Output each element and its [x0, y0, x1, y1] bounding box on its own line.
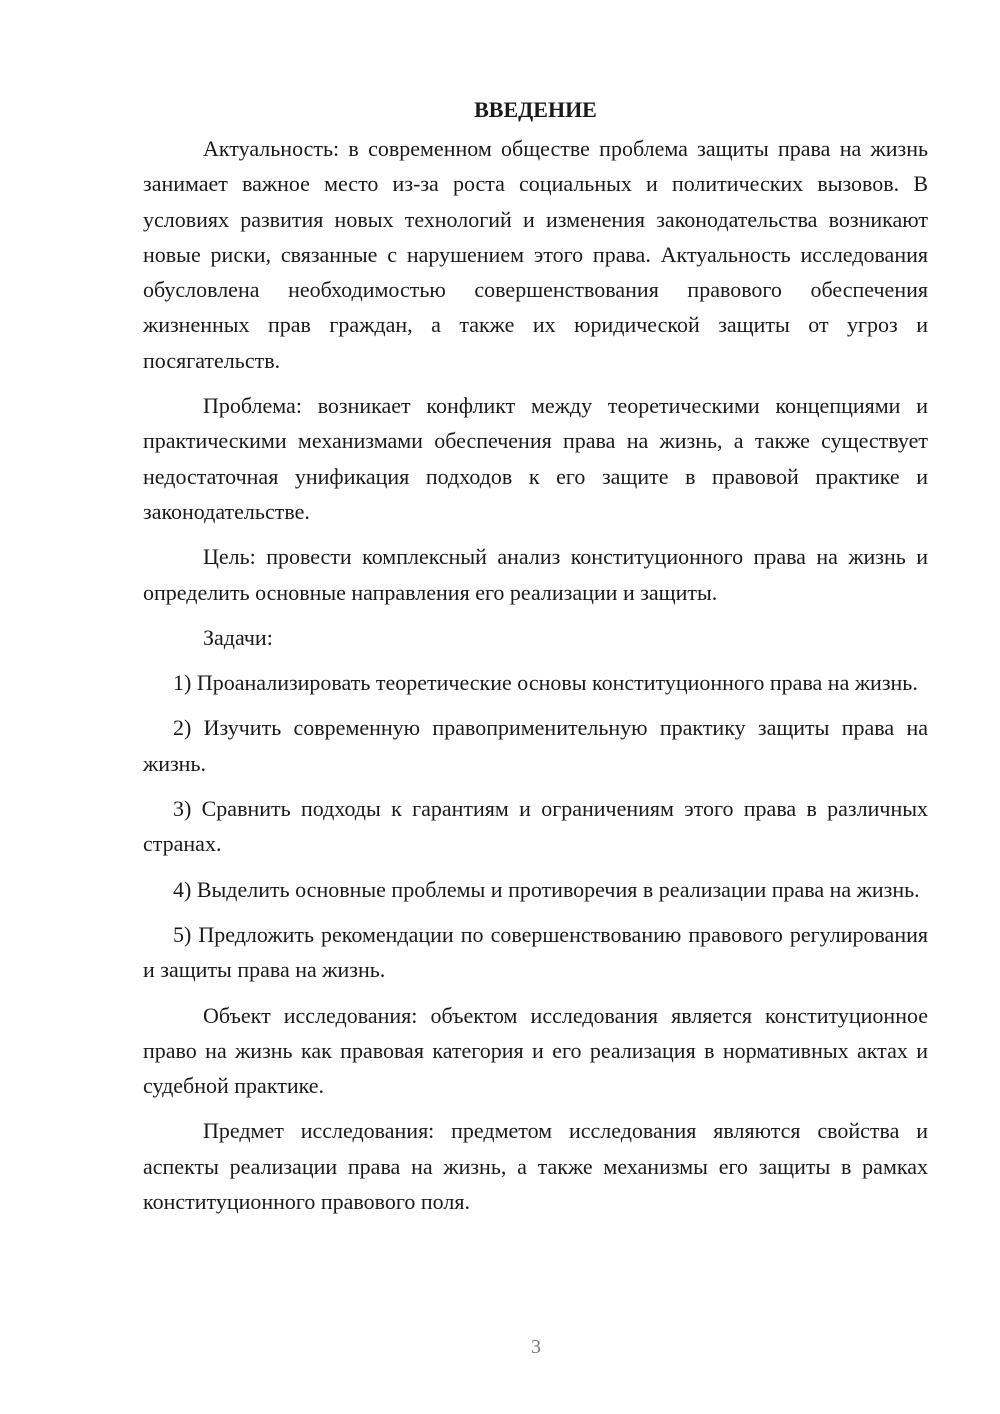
paragraph-goal: Цель: провести комплексный анализ конституционного права на жизнь и определить основные направления его реализации и защиты.: [143, 544, 928, 605]
section-title: ВВЕДЕНИЕ: [474, 97, 597, 122]
task-item-4: 4) Выделить основные проблемы и противоречия в реализации права на жизнь.: [173, 876, 920, 902]
page-number: 3: [531, 1336, 541, 1358]
paragraph-relevance: Актуальность: в современном обществе проблема защиты права на жизнь занимает важное место из-за роста социальных и политических вызовов. В условиях развития новых технологий и изменения законодательства возникают новые риски, связанные с нарушением этого права. Актуальность исследования обусловлена необходимостью совершенствования правового обеспечения жизненных прав граждан, а также их юридической защиты от угроз и посягательств.: [143, 136, 928, 373]
document-page: [143, 92, 928, 1219]
paragraph-tasks-heading: Задачи:: [203, 624, 273, 650]
task-item-5: 5) Предложить рекомендации по совершенствованию правового регулирования и защиты права на жизнь.: [143, 921, 928, 983]
task-item-2: 2) Изучить современную правоприменительную практику защиты права на жизнь.: [143, 715, 928, 776]
task-item-3: 3) Сравнить подходы к гарантиям и ограничениям этого права в различных странах.: [143, 796, 928, 857]
paragraph-problem: Проблема: возникает конфликт между теоретическими концепциями и практическими механизмами обеспечения права на жизнь, а также существует недостаточная унификация подходов к его защите в правовой практике и законодательстве.: [143, 393, 928, 524]
task-item-1: 1) Проанализировать теоретические основы конституционного права на жизнь.: [173, 670, 918, 696]
paragraph-subject: Предмет исследования: предметом исследования являются свойства и аспекты реализации права на жизнь, а также механизмы его защиты в рамках конституционного правового поля.: [143, 1118, 928, 1215]
paragraph-object: Объект исследования: объектом исследования является конституционное право на жизнь как правовая категория и его реализация в нормативных актах и судебной практике.: [143, 1002, 928, 1099]
